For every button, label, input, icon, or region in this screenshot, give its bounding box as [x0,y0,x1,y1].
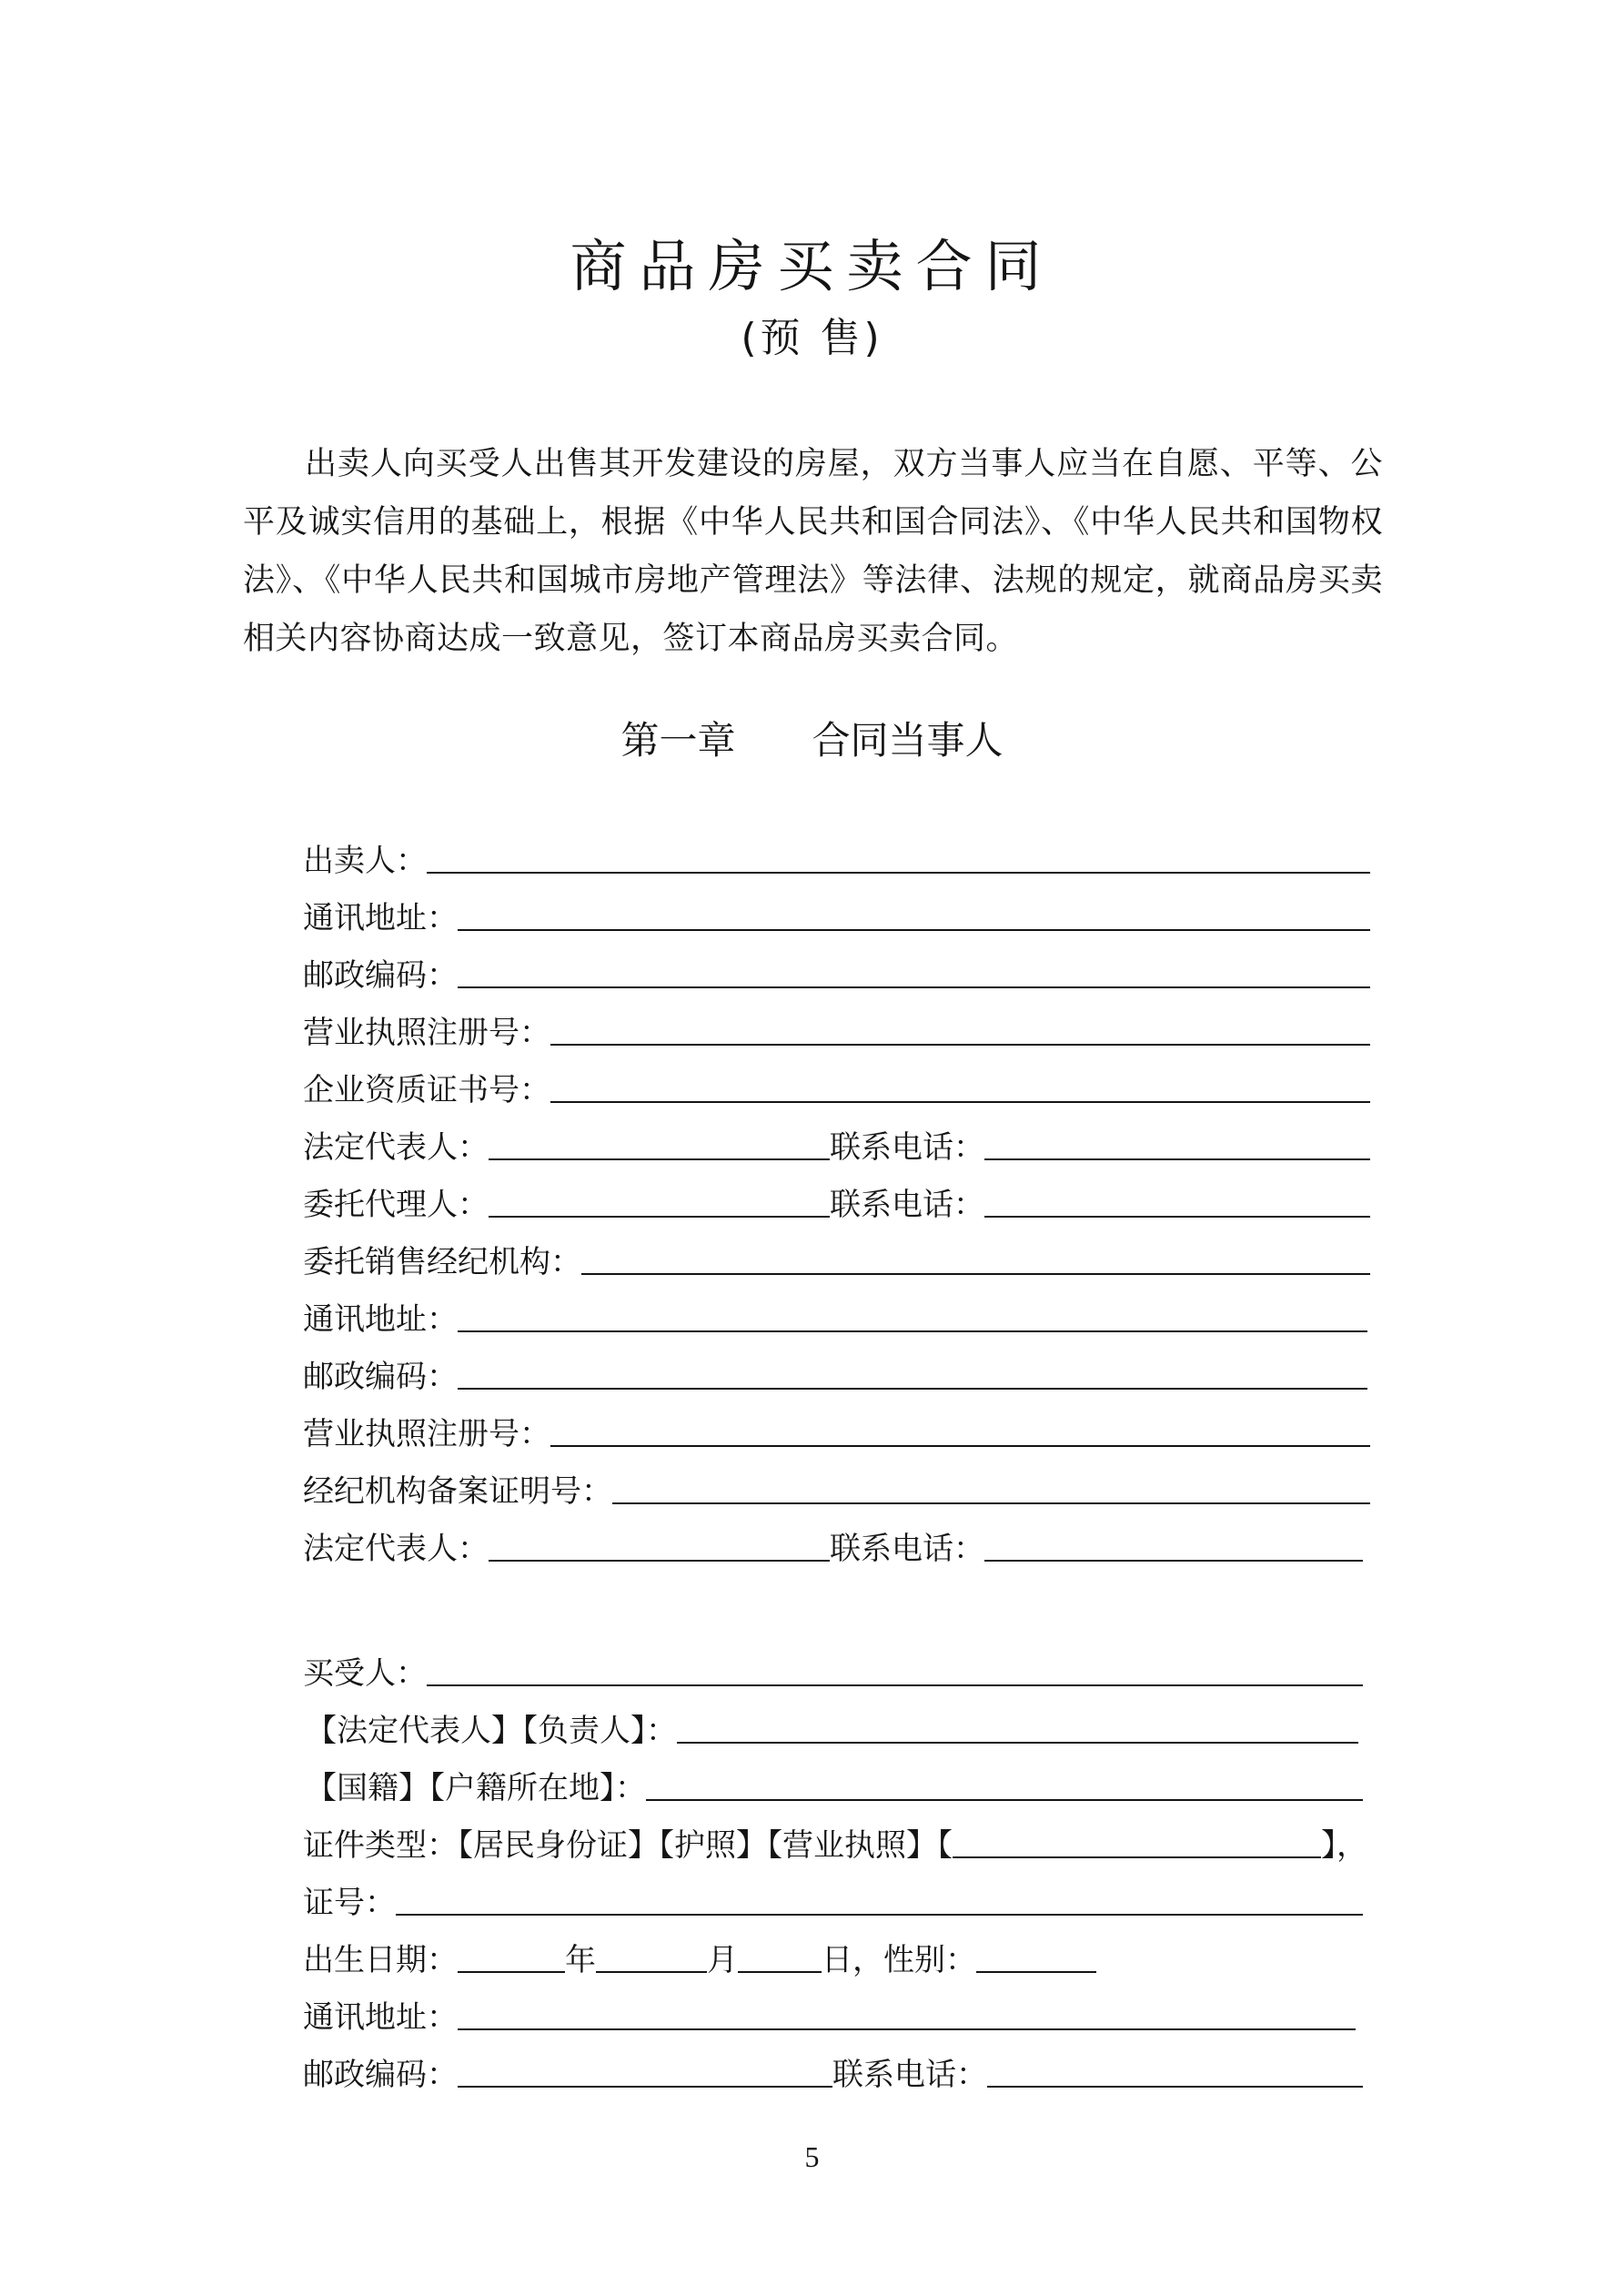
chapter-heading: 第一章 合同当事人 [620,718,1004,763]
seller-license-field[interactable] [550,1013,1370,1046]
buyer-gender-field[interactable] [976,1940,1096,1973]
buyer-postcode-row [303,2049,1363,2093]
buyer-id-type-close: 】， [1321,1827,1367,1864]
agency-license-field[interactable] [550,1414,1370,1447]
document-title: 商品房买卖合同 [570,233,1054,299]
seller-label: 出卖人： [303,843,427,879]
buyer-postcode-field[interactable] [458,2055,832,2088]
agency-legal-rep-row [303,1523,1363,1567]
buyer-phone-label: 联系电话： [832,2057,987,2093]
seller-qualification-row [303,1065,1370,1108]
buyer-rep-field[interactable] [677,1711,1358,1744]
buyer-address-label: 通讯地址： [303,1999,458,2036]
buyer-address-row [303,1992,1356,2036]
agency-row [303,1237,1370,1280]
buyer-nationality-label: 【国籍】【户籍所在地】： [306,1770,646,1806]
intro-paragraph: 出卖人向买受人出售其开发建设的房屋，双方当事人应当在自愿、平等、公平及诚实信用的基础上，根据《中华人民共和国合同法》、《中华人民共和国物权法》、《中华人民共和国城市房地产管理法》等法律、法规的规定，就商品房买卖相关内容协商达成一致意见，签订本商品房买卖合同。 [243,446,1383,657]
agency-legal-rep-field[interactable] [489,1529,830,1562]
birth-year-label: 年 [565,1942,596,1978]
seller-address-label: 通讯地址： [303,900,458,936]
buyer-row [303,1648,1363,1692]
buyer-field[interactable] [427,1654,1363,1686]
buyer-id-type-row [303,1820,1367,1864]
seller-agent-phone-label: 联系电话： [830,1187,984,1223]
buyer-id-no-row [303,1877,1363,1921]
agency-postcode-label: 邮政编码： [303,1359,458,1395]
seller-legal-rep-row [303,1122,1370,1166]
seller-qualification-label: 企业资质证书号： [303,1072,550,1108]
agency-record-label: 经纪机构备案证明号： [303,1473,612,1510]
birth-month-field[interactable] [596,1940,707,1973]
buyer-nationality-field[interactable] [646,1768,1363,1801]
buyer-id-type-other-field[interactable] [953,1826,1321,1858]
buyer-id-no-field[interactable] [396,1883,1363,1916]
birth-day-gender-label: 日，性别： [822,1942,976,1978]
agency-license-row [303,1409,1370,1452]
agency-legal-rep-label: 法定代表人： [303,1531,489,1567]
birth-year-field[interactable] [458,1940,565,1973]
seller-agent-label: 委托代理人： [303,1187,489,1223]
birth-day-field[interactable] [738,1940,822,1973]
buyer-rep-label: 【法定代表人】【负责人】： [306,1713,677,1749]
buyer-address-field[interactable] [458,1998,1356,2030]
buyer-birth-row [303,1935,1122,1978]
agency-phone-field[interactable] [984,1529,1363,1562]
seller-agent-phone-field[interactable] [984,1185,1370,1218]
seller-field[interactable] [427,841,1370,874]
agency-postcode-field[interactable] [458,1357,1367,1390]
agency-address-row [303,1294,1367,1338]
seller-phone-label: 联系电话： [830,1129,984,1166]
seller-license-row [303,1007,1370,1051]
seller-address-row [303,893,1370,936]
agency-license-label: 营业执照注册号： [303,1416,550,1452]
seller-postcode-row [303,950,1370,994]
seller-row [303,835,1370,879]
seller-agent-row [303,1179,1370,1223]
seller-postcode-field[interactable] [458,956,1370,988]
buyer-nationality-row [306,1763,1363,1806]
buyer-id-type-label: 证件类型：【居民身份证】【护照】【营业执照】【 [303,1827,953,1864]
seller-postcode-label: 邮政编码： [303,957,458,994]
buyer-phone-field[interactable] [987,2055,1363,2088]
birth-month-label: 月 [707,1942,738,1978]
buyer-id-no-label: 证号： [303,1885,396,1921]
agency-field[interactable] [581,1242,1370,1275]
agency-label: 委托销售经纪机构： [303,1244,581,1280]
buyer-label: 买受人： [303,1655,427,1692]
seller-license-label: 营业执照注册号： [303,1015,550,1051]
seller-legal-rep-label: 法定代表人： [303,1129,489,1166]
seller-legal-rep-field[interactable] [489,1128,830,1160]
agency-address-label: 通讯地址： [303,1301,458,1338]
agency-record-field[interactable] [612,1472,1370,1504]
agency-phone-label: 联系电话： [830,1531,984,1567]
seller-address-field[interactable] [458,898,1370,931]
seller-phone-field[interactable] [984,1128,1370,1160]
agency-record-row [303,1466,1370,1510]
buyer-postcode-label: 邮政编码： [303,2057,458,2093]
page-number: 5 [804,2140,820,2173]
document-subtitle: (预 售) [741,315,883,361]
agency-postcode-row [303,1351,1367,1395]
seller-qualification-field[interactable] [550,1070,1370,1103]
seller-agent-field[interactable] [489,1185,830,1218]
agency-address-field[interactable] [458,1300,1367,1332]
buyer-rep-row [306,1705,1358,1749]
buyer-birth-label: 出生日期： [303,1942,458,1978]
